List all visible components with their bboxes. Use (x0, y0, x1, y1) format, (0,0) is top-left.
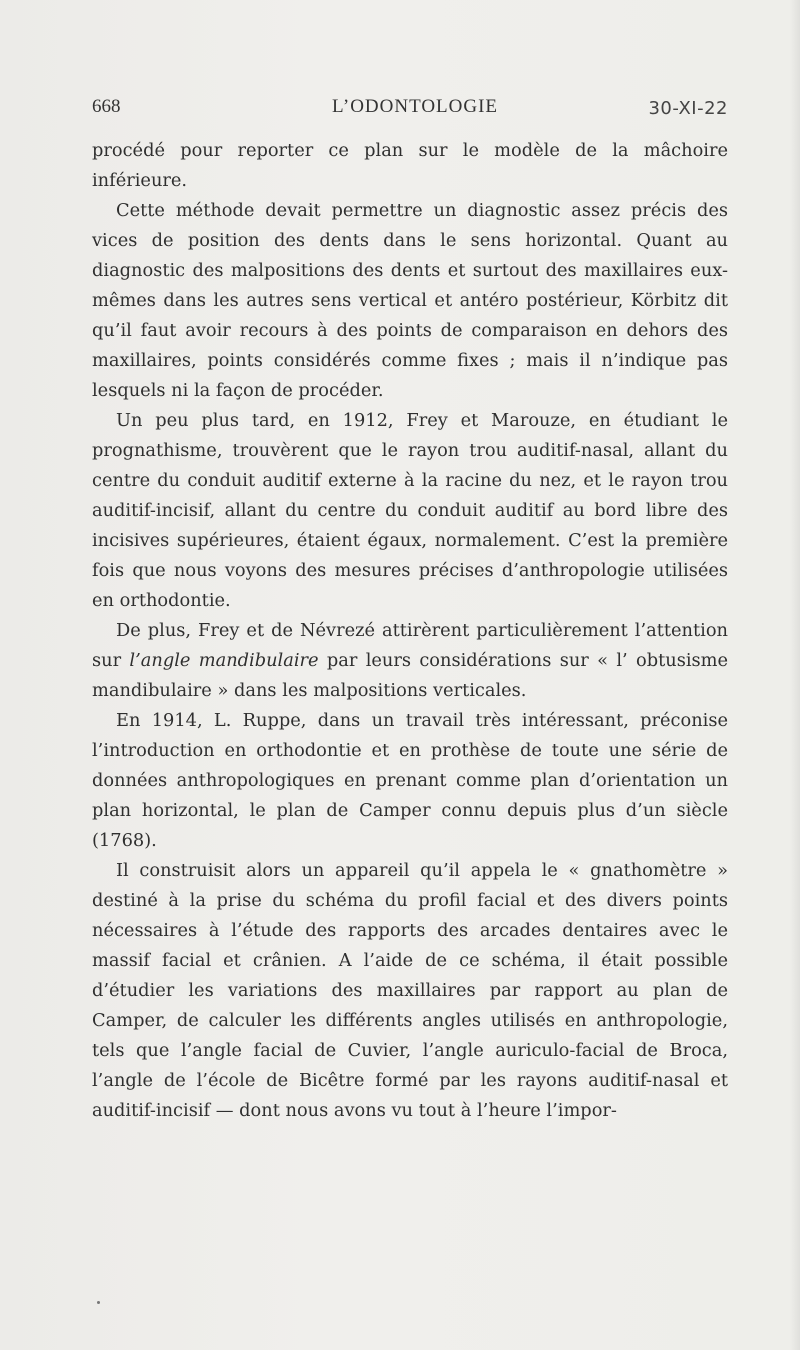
paragraph-4-text-after: par leurs considérations sur « l’ obtusisme mandibulaire » dans les malpositions verticales. (92, 650, 729, 701)
ink-speck (97, 1301, 100, 1304)
paragraph-1: procédé pour reporter ce plan sur le modèle de la mâchoire inférieure. (92, 140, 728, 191)
journal-title: L’ODONTOLOGIE (332, 96, 499, 117)
handwritten-date-annotation: 30-XI-22 (648, 98, 728, 119)
page-edge-shadow (790, 0, 800, 1350)
page-number: 668 (92, 96, 121, 117)
paragraph-2: Cette méthode devait permettre un diagnostic assez précis des vices de position des dents dans le sens horizontal. Quant au diagnostic des malpositions des dents et surtout des maxillaires eux-mêmes dans les autres sens vertical et antéro postérieur, Körbitz dit qu’il faut avoir recours à des points de comparaison en dehors des maxillaires, points considérés comme fixes ; mais il n’indique pas lesquels ni la façon de procéder. (92, 200, 728, 401)
paragraph-4-text-before: De plus, Frey et de Névrezé attirèrent particulièrement l’attention sur (92, 620, 728, 671)
paragraph-4 (92, 616, 728, 706)
paragraph-3: Un peu plus tard, en 1912, Frey et Marouze, en étudiant le prognathisme, trouvèrent que le rayon trou auditif-nasal, allant du centre du conduit auditif externe à la racine du nez, et le rayon trou auditif-incisif, allant du centre du conduit auditif au bord libre des incisives supérieures, étaient égaux, normalement. C’est la première fois que nous voyons des mesures précises d’anthropologie utilisées en orthodontie. (92, 410, 728, 611)
paragraph-6: Il construisit alors un appareil qu’il appela le « gnathomètre » destiné à la prise du schéma du profil facial et des divers points nécessaires à l’étude des rapports des arcades dentaires avec le massif facial et crânien. A l’aide de ce schéma, il était possible d’étudier les variations des maxillaires par rapport au plan de Camper, de calculer les différents angles utilisés en anthropologie, tels que l’angle facial de Cuvier, l’angle auriculo-facial de Broca, l’angle de l’école de Bicêtre formé par les rayons auditif-nasal et auditif-incisif — dont nous avons vu tout à l’heure l’impor- (92, 860, 728, 1121)
article-body (92, 136, 728, 1126)
italic-term-angle-mandibulaire: l’angle mandibulaire (129, 650, 319, 671)
paragraph-5: En 1914, L. Ruppe, dans un travail très intéressant, préconise l’introduction en orthodontie et en prothèse de toute une série de données anthropologiques en prenant comme plan d’orientation un plan horizontal, le plan de Camper connu depuis plus d’un siècle (1768). (92, 710, 728, 851)
page-header (92, 96, 728, 126)
